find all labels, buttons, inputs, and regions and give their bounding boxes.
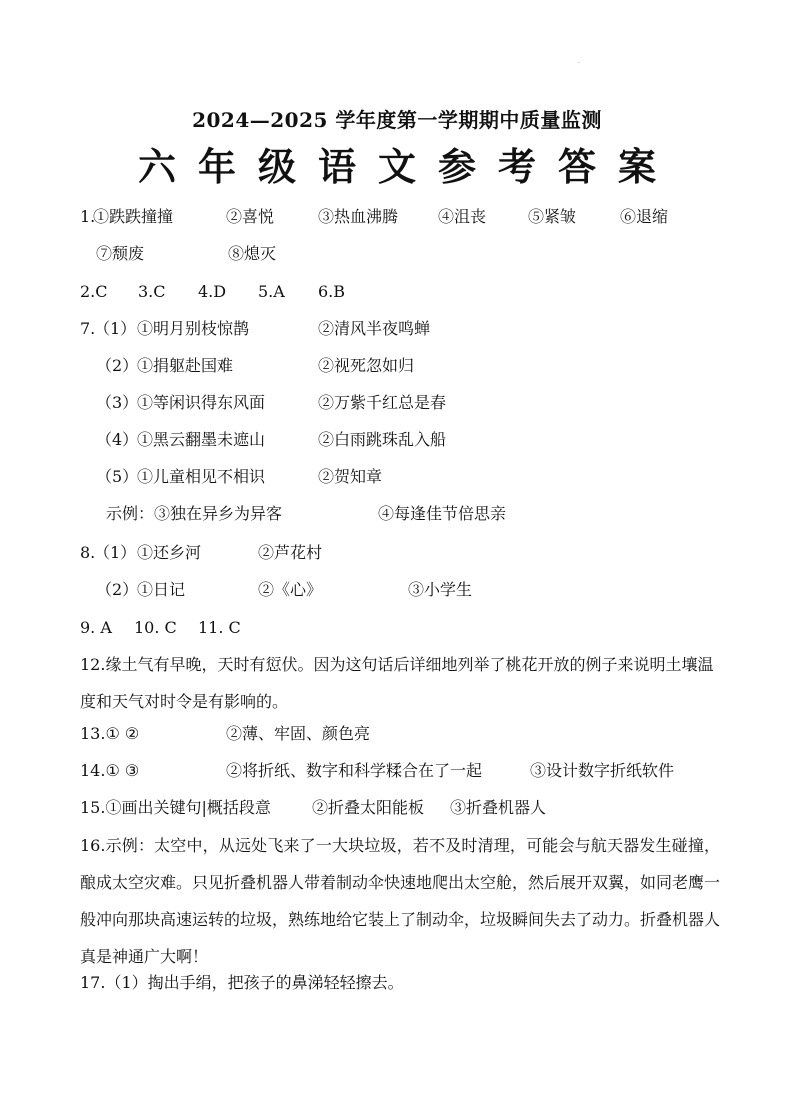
answer-q7-number: 7. — [80, 319, 96, 338]
answer-choice: 5.A — [258, 282, 285, 301]
answer-q7-line-a: ①明月别枝惊鹊 — [137, 319, 250, 338]
answer-q7-example-b: ④每逢佳节倍思亲 — [378, 504, 507, 523]
answer-q7-label: （3） — [96, 393, 139, 412]
answer-q7-line-a: ①黑云翻墨未遮山 — [137, 430, 266, 449]
page-title: 六年级语文参考答案 — [137, 144, 678, 189]
answer-q15-text-b: ②折叠太阳能板 — [312, 798, 425, 817]
answer-choice: 2.C — [80, 282, 108, 301]
answer-q14-choice: 14.① ③ — [80, 761, 140, 780]
answer-q7-line-b: ②贺知章 — [318, 467, 383, 486]
answer-q17: 17.（1）掏出手绢，把孩子的鼻涕轻轻擦去。 — [80, 973, 404, 992]
answer-q8-item: ①还乡河 — [137, 543, 202, 562]
answer-q7-line-a: ①儿童相见不相识 — [137, 467, 266, 486]
answer-q8-item: ③小学生 — [408, 580, 473, 599]
exam-subtitle: 2024—2025 学年度第一学期期中质量监测 — [192, 108, 602, 132]
answer-q14-text-c: ③设计数字折纸软件 — [530, 761, 675, 780]
answer-q1-item: ⑥退缩 — [620, 207, 669, 226]
answer-choice: 3.C — [138, 282, 166, 301]
answer-choice: 11. C — [198, 618, 241, 637]
answer-q15-text-c: ③折叠机器人 — [450, 798, 547, 817]
answer-q1-item: ⑦颓废 — [96, 244, 145, 263]
answer-q8-label: （1） — [94, 543, 137, 562]
answer-q7-line-b: ②视死忽如归 — [318, 356, 415, 375]
answer-q1-item: ⑤紧皱 — [528, 207, 577, 226]
example-label: 示例： — [106, 504, 155, 523]
answer-q13-choice: 13.① ② — [80, 724, 140, 743]
answer-q8-item: ②芦花村 — [258, 543, 323, 562]
answer-q7-line-b: ②白雨跳珠乱入船 — [318, 430, 447, 449]
answer-choice: 4.D — [198, 282, 227, 301]
answer-choice: 9. A — [80, 618, 112, 637]
answer-q7-label: （1） — [94, 319, 137, 338]
corner-mark: · — [578, 60, 580, 67]
answer-q7-line-a: ①等闲识得东风面 — [137, 393, 266, 412]
answer-q13-text: ②薄、牢固、颜色亮 — [226, 724, 371, 743]
answer-q16: 16.示例：太空中，从远处飞来了一大块垃圾，若不及时清理，可能会与航天器发生碰撞，酿成太空灾难。只见折叠机器人带着制动伞快速地爬出太空舱，然后展开双翼，如同老鹰一般冲向那块高速运转的垃圾，熟练地给它装上了制动伞，垃圾瞬间失去了动力。折叠机器人真是神通广大啊！ — [80, 836, 721, 966]
answer-q12: 12.缘土气有早晚，天时有愆伏。因为这句话后详细地列举了桃花开放的例子来说明土壤温度和天气对时令是有影响的。 — [80, 655, 714, 711]
answer-q1-item: ⑧熄灭 — [228, 244, 277, 263]
answer-q1-number: 1. — [80, 207, 96, 226]
answer-q8-item: ②《心》 — [258, 580, 323, 599]
answer-q15-text-a: 15.①画出关键句|概括段意 — [80, 798, 271, 817]
answer-q8-item: ①日记 — [137, 580, 186, 599]
answer-q1-item: ④沮丧 — [438, 207, 487, 226]
answer-q1-item: ③热血沸腾 — [318, 207, 399, 226]
answer-q7-line-a: ①捐躯赴国难 — [137, 356, 234, 375]
answer-q1-item: ②喜悦 — [226, 207, 275, 226]
answer-choice: 10. C — [134, 618, 177, 637]
answer-q7-line-b: ②万紫千红总是春 — [318, 393, 447, 412]
answer-q7-line-b: ②清风半夜鸣蝉 — [318, 319, 431, 338]
answer-q7-label: （2） — [96, 356, 139, 375]
answer-q1-item: ①跌跌撞撞 — [93, 207, 174, 226]
answer-q7-label: （5） — [96, 467, 139, 486]
answer-choice: 6.B — [318, 282, 346, 301]
answer-q7-example-a: ③独在异乡为异客 — [154, 504, 283, 523]
answer-q7-label: （4） — [96, 430, 139, 449]
answer-q8-label: （2） — [96, 580, 139, 599]
answer-q8-number: 8. — [80, 543, 96, 562]
answer-q14-text-b: ②将折纸、数字和科学糅合在了一起 — [226, 761, 483, 780]
